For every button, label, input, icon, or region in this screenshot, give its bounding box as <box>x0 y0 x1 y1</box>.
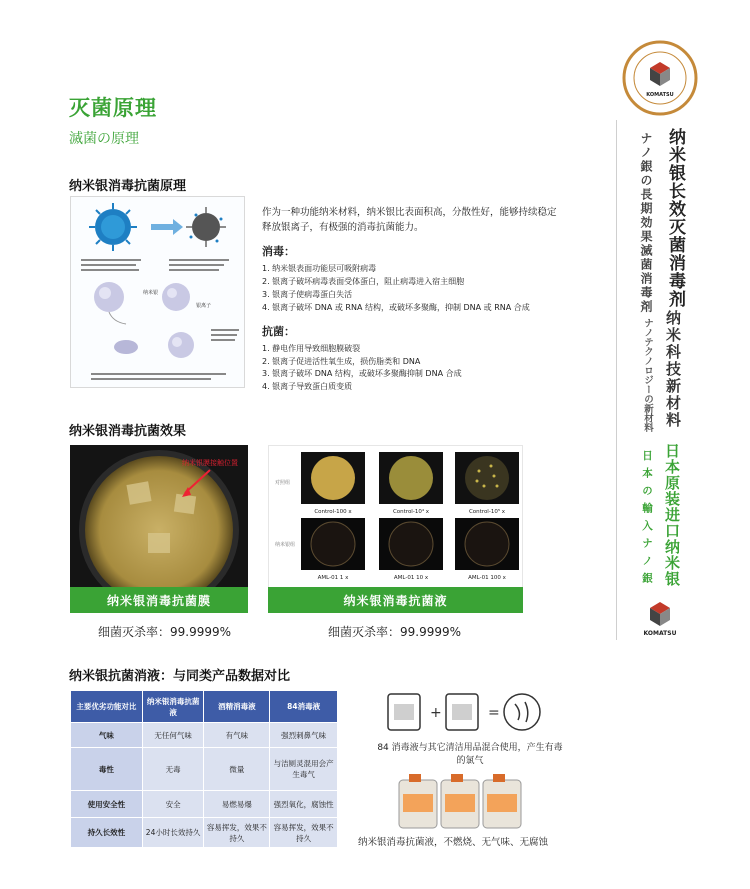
table-row <box>71 818 338 848</box>
effect-heading: 纳米银消毒抗菌效果 <box>69 424 187 439</box>
control-row-label: 对照组 <box>275 480 291 486</box>
list-item: 3. 银离子破坏 DNA 结构，或破坏多聚酶抑制 DNA 合成 <box>262 369 462 379</box>
product-bottles <box>395 772 525 830</box>
antibacterial-heading: 抗菌： <box>262 324 295 338</box>
bottle-icon-a <box>399 774 437 828</box>
table-header: 84消毒液 <box>270 691 338 723</box>
table-cell: 无毒 <box>142 748 204 791</box>
antibacterial-list <box>262 343 562 394</box>
disinfection-list <box>262 263 562 314</box>
table-header: 酒精消毒液 <box>204 691 270 723</box>
mixing-icons <box>380 690 560 740</box>
diagram-label-nano: 纳米银 <box>143 290 159 296</box>
bottle-caption: 纳米银消毒抗菌液，不燃烧、无气味、无腐蚀 <box>358 837 549 848</box>
equals-icon: = <box>488 705 500 721</box>
table-header: 主要优劣功能对比 <box>71 691 143 723</box>
dish-label: Control-100 x <box>314 509 352 515</box>
sidebar-divider <box>616 120 617 640</box>
sidebar-col4: ナノテクノロジーの新材料 <box>642 318 653 432</box>
virus-icon <box>89 203 137 251</box>
row-label: 使用安全性 <box>71 791 143 818</box>
table-cell: 微量 <box>204 748 270 791</box>
liquid-kill-rate: 细菌灭杀率：99.9999% <box>328 625 462 639</box>
cell-icon-2 <box>162 283 190 311</box>
list-item: 2. 银离子促进活性氧生成，损伤脂类和 DNA <box>262 356 421 366</box>
principle-diagram <box>70 196 245 388</box>
sidebar-col3: 纳米科技新材料 <box>664 310 682 429</box>
dish-label: Control-10⁴ x <box>392 509 430 515</box>
comparison-heading: 纳米银抗菌消液：与同类产品数据对比 <box>69 669 291 684</box>
page-title: 灭菌原理 <box>69 96 157 120</box>
sidebar-col2: ナノ銀の長期効果滅菌消毒剤 <box>639 132 653 314</box>
table-cell: 有气味 <box>204 723 270 748</box>
diagram-label-ion: 银离子 <box>196 303 212 309</box>
dish-label: AML-01 1 x <box>317 575 349 581</box>
principle-text <box>262 206 562 394</box>
dish-label: AML-01 100 x <box>468 575 506 581</box>
film-label-bar: 纳米银消毒抗菌膜 <box>70 587 248 613</box>
table-row <box>71 791 338 818</box>
row-label: 毒性 <box>71 748 143 791</box>
cube-logo-icon-small <box>650 602 670 626</box>
comparison-table <box>70 690 338 848</box>
bottle-icon-c <box>483 774 521 828</box>
logo2-name: KOMATSU <box>643 630 677 637</box>
dish-label: Control-10⁵ x <box>468 509 506 515</box>
row-label: 持久长效性 <box>71 818 143 848</box>
cell-icon-3 <box>114 332 194 358</box>
table-cell: 24小时长效持久 <box>142 818 204 848</box>
table-cell: 易燃易爆 <box>204 791 270 818</box>
mix-caption: 84 消毒液与其它清洁用品混合使用，产生有毒的氯气 <box>377 743 563 766</box>
list-item: 1. 静电作用导致细胞膜破裂 <box>262 343 361 353</box>
table-cell: 强烈刺鼻气味 <box>270 723 338 748</box>
table-cell: 容易挥发，效果不持久 <box>270 818 338 848</box>
table-row <box>71 723 338 748</box>
table-header: 纳米银消毒抗菌液 <box>142 691 204 723</box>
principle-heading: 纳米银消毒抗菌原理 <box>69 179 187 194</box>
list-item: 4. 银离子导致蛋白质变质 <box>262 382 353 392</box>
brand-logo-small <box>640 598 680 638</box>
table-header-row <box>71 691 338 723</box>
brand-logo <box>622 40 698 116</box>
film-kill-rate: 细菌灭杀率：99.9999% <box>98 625 232 639</box>
cell-icon <box>94 282 126 324</box>
table-cell: 与洁厕灵混用会产生毒气 <box>270 748 338 791</box>
plus-icon: + <box>430 705 442 721</box>
logo-name: KOMATSU <box>646 92 674 98</box>
petri-annotation: 纳米银膜接触位置 <box>182 459 238 467</box>
table-cell: 安全 <box>142 791 204 818</box>
principle-diagram-illustration <box>71 197 246 389</box>
disinfection-heading: 消毒： <box>262 245 295 259</box>
list-item: 4. 银离子破坏 DNA 或 RNA 结构，或破坏多聚酶，抑制 DNA 或 RNA 合成 <box>262 302 530 312</box>
table-cell: 无任何气味 <box>142 723 204 748</box>
sidebar-col5: 日本原装进口纳米银 <box>663 443 681 587</box>
row-label: 气味 <box>71 723 143 748</box>
damaged-virus-icon <box>186 207 226 247</box>
arrow-right-icon <box>151 219 183 235</box>
page-subtitle: 滅菌の原理 <box>69 131 139 147</box>
gas-icon <box>504 694 540 730</box>
principle-intro: 作为一种功能纳米材料，纳米银比表面积高，分散性好，能够持续稳定释放银离子，有极强的消毒抗菌能力。 <box>262 207 557 233</box>
list-item: 2. 银离子破坏病毒表面受体蛋白，阻止病毒进入宿主细胞 <box>262 277 465 287</box>
table-cell: 强烈氧化，腐蚀性 <box>270 791 338 818</box>
table-row <box>71 748 338 791</box>
list-item: 3. 银离子使病毒蛋白失活 <box>262 290 353 300</box>
sidebar-col6: 日本の輸入ナノ銀 <box>641 450 653 590</box>
dish-label: AML-01 10 x <box>393 575 429 581</box>
aml-row-label: 纳米银组 <box>275 542 296 548</box>
sidebar-col1: 纳米银长效灭菌消毒剂 <box>665 128 685 308</box>
liquid-label-bar: 纳米银消毒抗菌液 <box>268 587 523 613</box>
list-item: 1. 纳米银表面功能层可吸附病毒 <box>262 264 377 274</box>
table-cell: 容易挥发，效果不持久 <box>204 818 270 848</box>
bottle-icon-b <box>441 774 479 828</box>
